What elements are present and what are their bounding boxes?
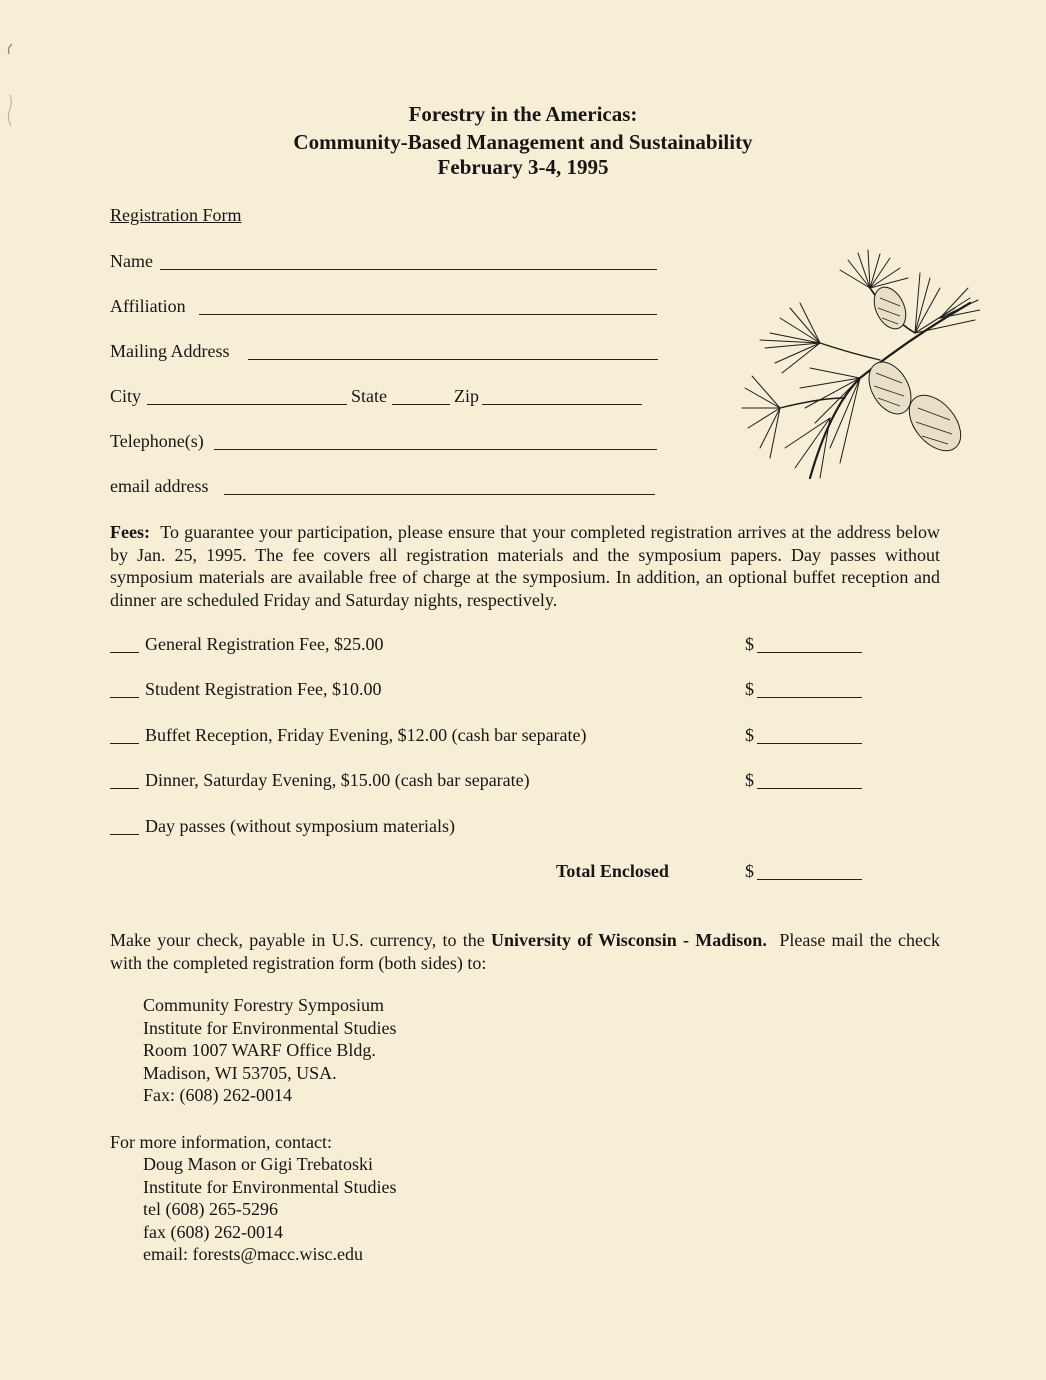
contact-line: tel (608) 265-5296 xyxy=(143,1199,278,1219)
telephone-input-line[interactable] xyxy=(214,449,657,450)
state-label: State xyxy=(351,386,387,406)
city-input-line[interactable] xyxy=(147,404,347,405)
fee-item-day-pass: Day passes (without symposium materials) xyxy=(145,816,455,836)
address-line: Institute for Environmental Studies xyxy=(143,1017,397,1038)
name-input-line[interactable] xyxy=(160,269,657,270)
title-line-3: February 3-4, 1995 xyxy=(437,155,609,179)
fees-paragraph xyxy=(110,521,940,611)
payment-payee: University of Wisconsin - Madison. xyxy=(490,930,767,950)
fee-amount-line-general[interactable] xyxy=(757,652,862,653)
fees-label: Fees: xyxy=(110,522,150,542)
mailing-address-block xyxy=(143,994,396,1107)
fee-item-general: General Registration Fee, $25.00 xyxy=(145,634,384,654)
fee-item-student: Student Registration Fee, $10.00 xyxy=(145,679,382,699)
address-line: Fax: (608) 262-0014 xyxy=(143,1085,292,1105)
total-currency: $ xyxy=(745,861,754,881)
address-line: Community Forestry Symposium xyxy=(143,995,385,1015)
contact-line: fax (608) 262-0014 xyxy=(143,1221,283,1242)
fee-item-dinner: Dinner, Saturday Evening, $15.00 (cash bar separate) xyxy=(145,770,530,790)
fee-check-line-student[interactable] xyxy=(110,697,139,698)
email-label: email address xyxy=(110,476,209,496)
fee-amount-line-dinner[interactable] xyxy=(757,788,862,789)
pine-branch-illustration xyxy=(740,248,980,483)
fee-amount-line-student[interactable] xyxy=(757,697,862,698)
fees-text: To guarantee your participation, please ensure that your completed registration arrives at the address below by Jan. 25, 1995. The fee covers all registration materials and the symposium papers. Day passes without symposium materials are available free of charge at the symposium. In addition, an optional buffet reception and dinner are scheduled Friday and Saturday nights, respectively. xyxy=(110,522,940,610)
contact-line: Institute for Environmental Studies xyxy=(143,1176,397,1197)
address-line: Madison, WI 53705, USA. xyxy=(143,1062,337,1083)
fee-currency-student: $ xyxy=(745,679,754,699)
total-amount-line[interactable] xyxy=(757,879,862,880)
mailing-address-input-line[interactable] xyxy=(248,359,658,360)
telephone-label: Telephone(s) xyxy=(110,431,204,451)
city-label: City xyxy=(110,386,142,406)
fee-check-line-day-pass[interactable] xyxy=(110,834,139,835)
name-label: Name xyxy=(110,251,153,271)
email-input-line[interactable] xyxy=(224,494,655,495)
state-input-line[interactable] xyxy=(392,404,450,405)
payment-text-after: Please mail the check with the completed registration form (both sides) to: xyxy=(110,930,941,973)
contact-line: email: forests@macc.wisc.edu xyxy=(143,1244,363,1264)
fee-currency-buffet: $ xyxy=(745,725,754,745)
contact-heading: For more information, contact: xyxy=(110,1132,332,1152)
fee-currency-general: $ xyxy=(745,634,754,654)
fee-amount-line-buffet[interactable] xyxy=(757,743,862,744)
contact-block xyxy=(143,1153,396,1266)
mailing-address-label: Mailing Address xyxy=(110,341,230,361)
affiliation-label: Affiliation xyxy=(110,296,186,316)
address-line: Room 1007 WARF Office Bldg. xyxy=(143,1040,376,1060)
total-enclosed-label: Total Enclosed xyxy=(556,861,669,881)
zip-input-line[interactable] xyxy=(482,404,642,405)
fee-item-buffet: Buffet Reception, Friday Evening, $12.00 (cash bar separate) xyxy=(145,725,587,745)
title-line-1: Forestry in the Americas: xyxy=(408,102,638,126)
contact-line: Doug Mason or Gigi Trebatoski xyxy=(143,1154,374,1174)
fee-currency-dinner: $ xyxy=(745,770,754,790)
title-line-2: Community-Based Management and Sustainability xyxy=(293,130,753,154)
registration-form-heading: Registration Form xyxy=(110,205,242,225)
affiliation-input-line[interactable] xyxy=(199,314,657,315)
payment-paragraph xyxy=(110,929,940,974)
fee-check-line-dinner[interactable] xyxy=(110,788,139,789)
fee-check-line-general[interactable] xyxy=(110,652,139,653)
zip-label: Zip xyxy=(454,386,479,406)
fee-check-line-buffet[interactable] xyxy=(110,743,139,744)
payment-text-before: Make your check, payable in U.S. currency, to the xyxy=(110,930,485,950)
